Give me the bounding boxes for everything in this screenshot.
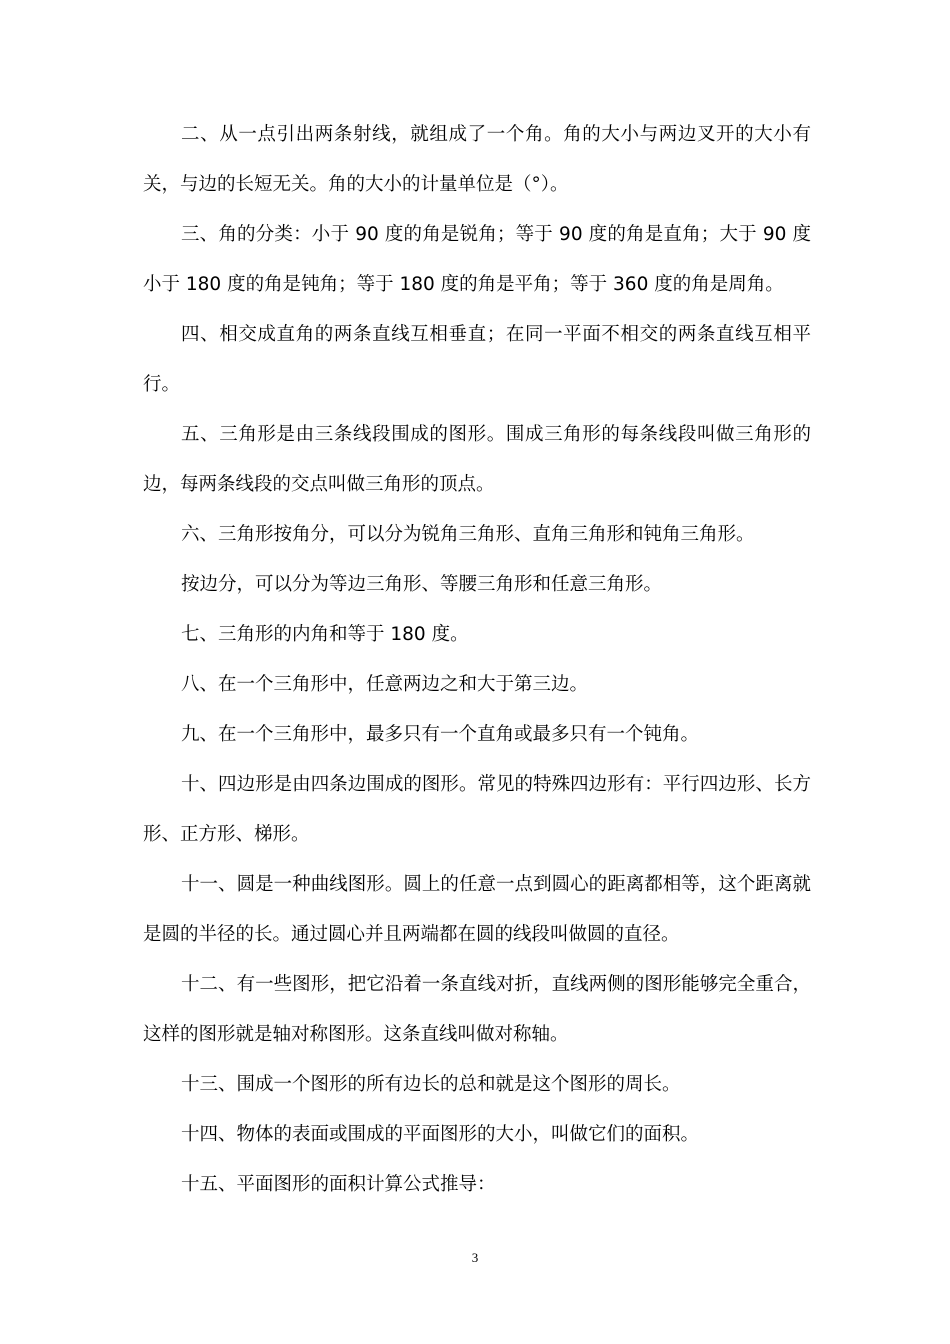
paragraph-triangle-definition: 五、三角形是由三条线段围成的图形。围成三角形的每条线段叫做三角形的边，每两条线段的交点叫做三角形的顶点。 [143,424,811,495]
paragraph-perimeter: 十三、围成一个图形的所有边长的总和就是这个图形的周长。 [181,1074,681,1095]
paragraph-circle: 十一、圆是一种曲线图形。圆上的任意一点到圆心的距离都相等，这个距离就是圆的半径的长。通过圆心并且两端都在圆的线段叫做圆的直径。 [143,874,811,945]
paragraph-area-formula: 十五、平面图形的面积计算公式推导： [181,1174,496,1195]
paragraph-perpendicular-parallel: 四、相交成直角的两条直线互相垂直；在同一平面不相交的两条直线互相平行。 [143,324,811,395]
paragraph-area: 十四、物体的表面或围成的平面图形的大小，叫做它们的面积。 [181,1124,700,1145]
paragraph-triangle-inequality: 八、在一个三角形中，任意两边之和大于第三边。 [181,674,589,695]
paragraph-triangle-by-side: 按边分，可以分为等边三角形、等腰三角形和任意三角形。 [181,574,663,595]
paragraph-triangle-angle-sum: 七、三角形的内角和等于 180 度。 [181,624,469,645]
paragraph-quadrilateral: 十、四边形是由四条边围成的图形。常见的特殊四边形有：平行四边形、长方形、正方形、梯形。 [143,774,811,845]
page-number: 3 [471,1250,479,1265]
paragraph-angle-definition: 二、从一点引出两条射线，就组成了一个角。角的大小与两边叉开的大小有关，与边的长短无关。角的大小的计量单位是（°）。 [143,124,811,195]
document-body [143,110,811,1210]
paragraph-triangle-by-angle: 六、三角形按角分，可以分为锐角三角形、直角三角形和钝角三角形。 [181,524,755,545]
paragraph-triangle-angle-limit: 九、在一个三角形中，最多只有一个直角或最多只有一个钝角。 [181,724,700,745]
paragraph-angle-classification: 三、角的分类：小于 90 度的角是锐角；等于 90 度的角是直角；大于 90 度小于 180 度的角是钝角；等于 180 度的角是平角；等于 360 度的角是周角。 [143,224,811,295]
paragraph-axial-symmetry: 十二、有一些图形，把它沿着一条直线对折，直线两侧的图形能够完全重合，这样的图形就是轴对称图形。这条直线叫做对称轴。 [143,974,811,1045]
